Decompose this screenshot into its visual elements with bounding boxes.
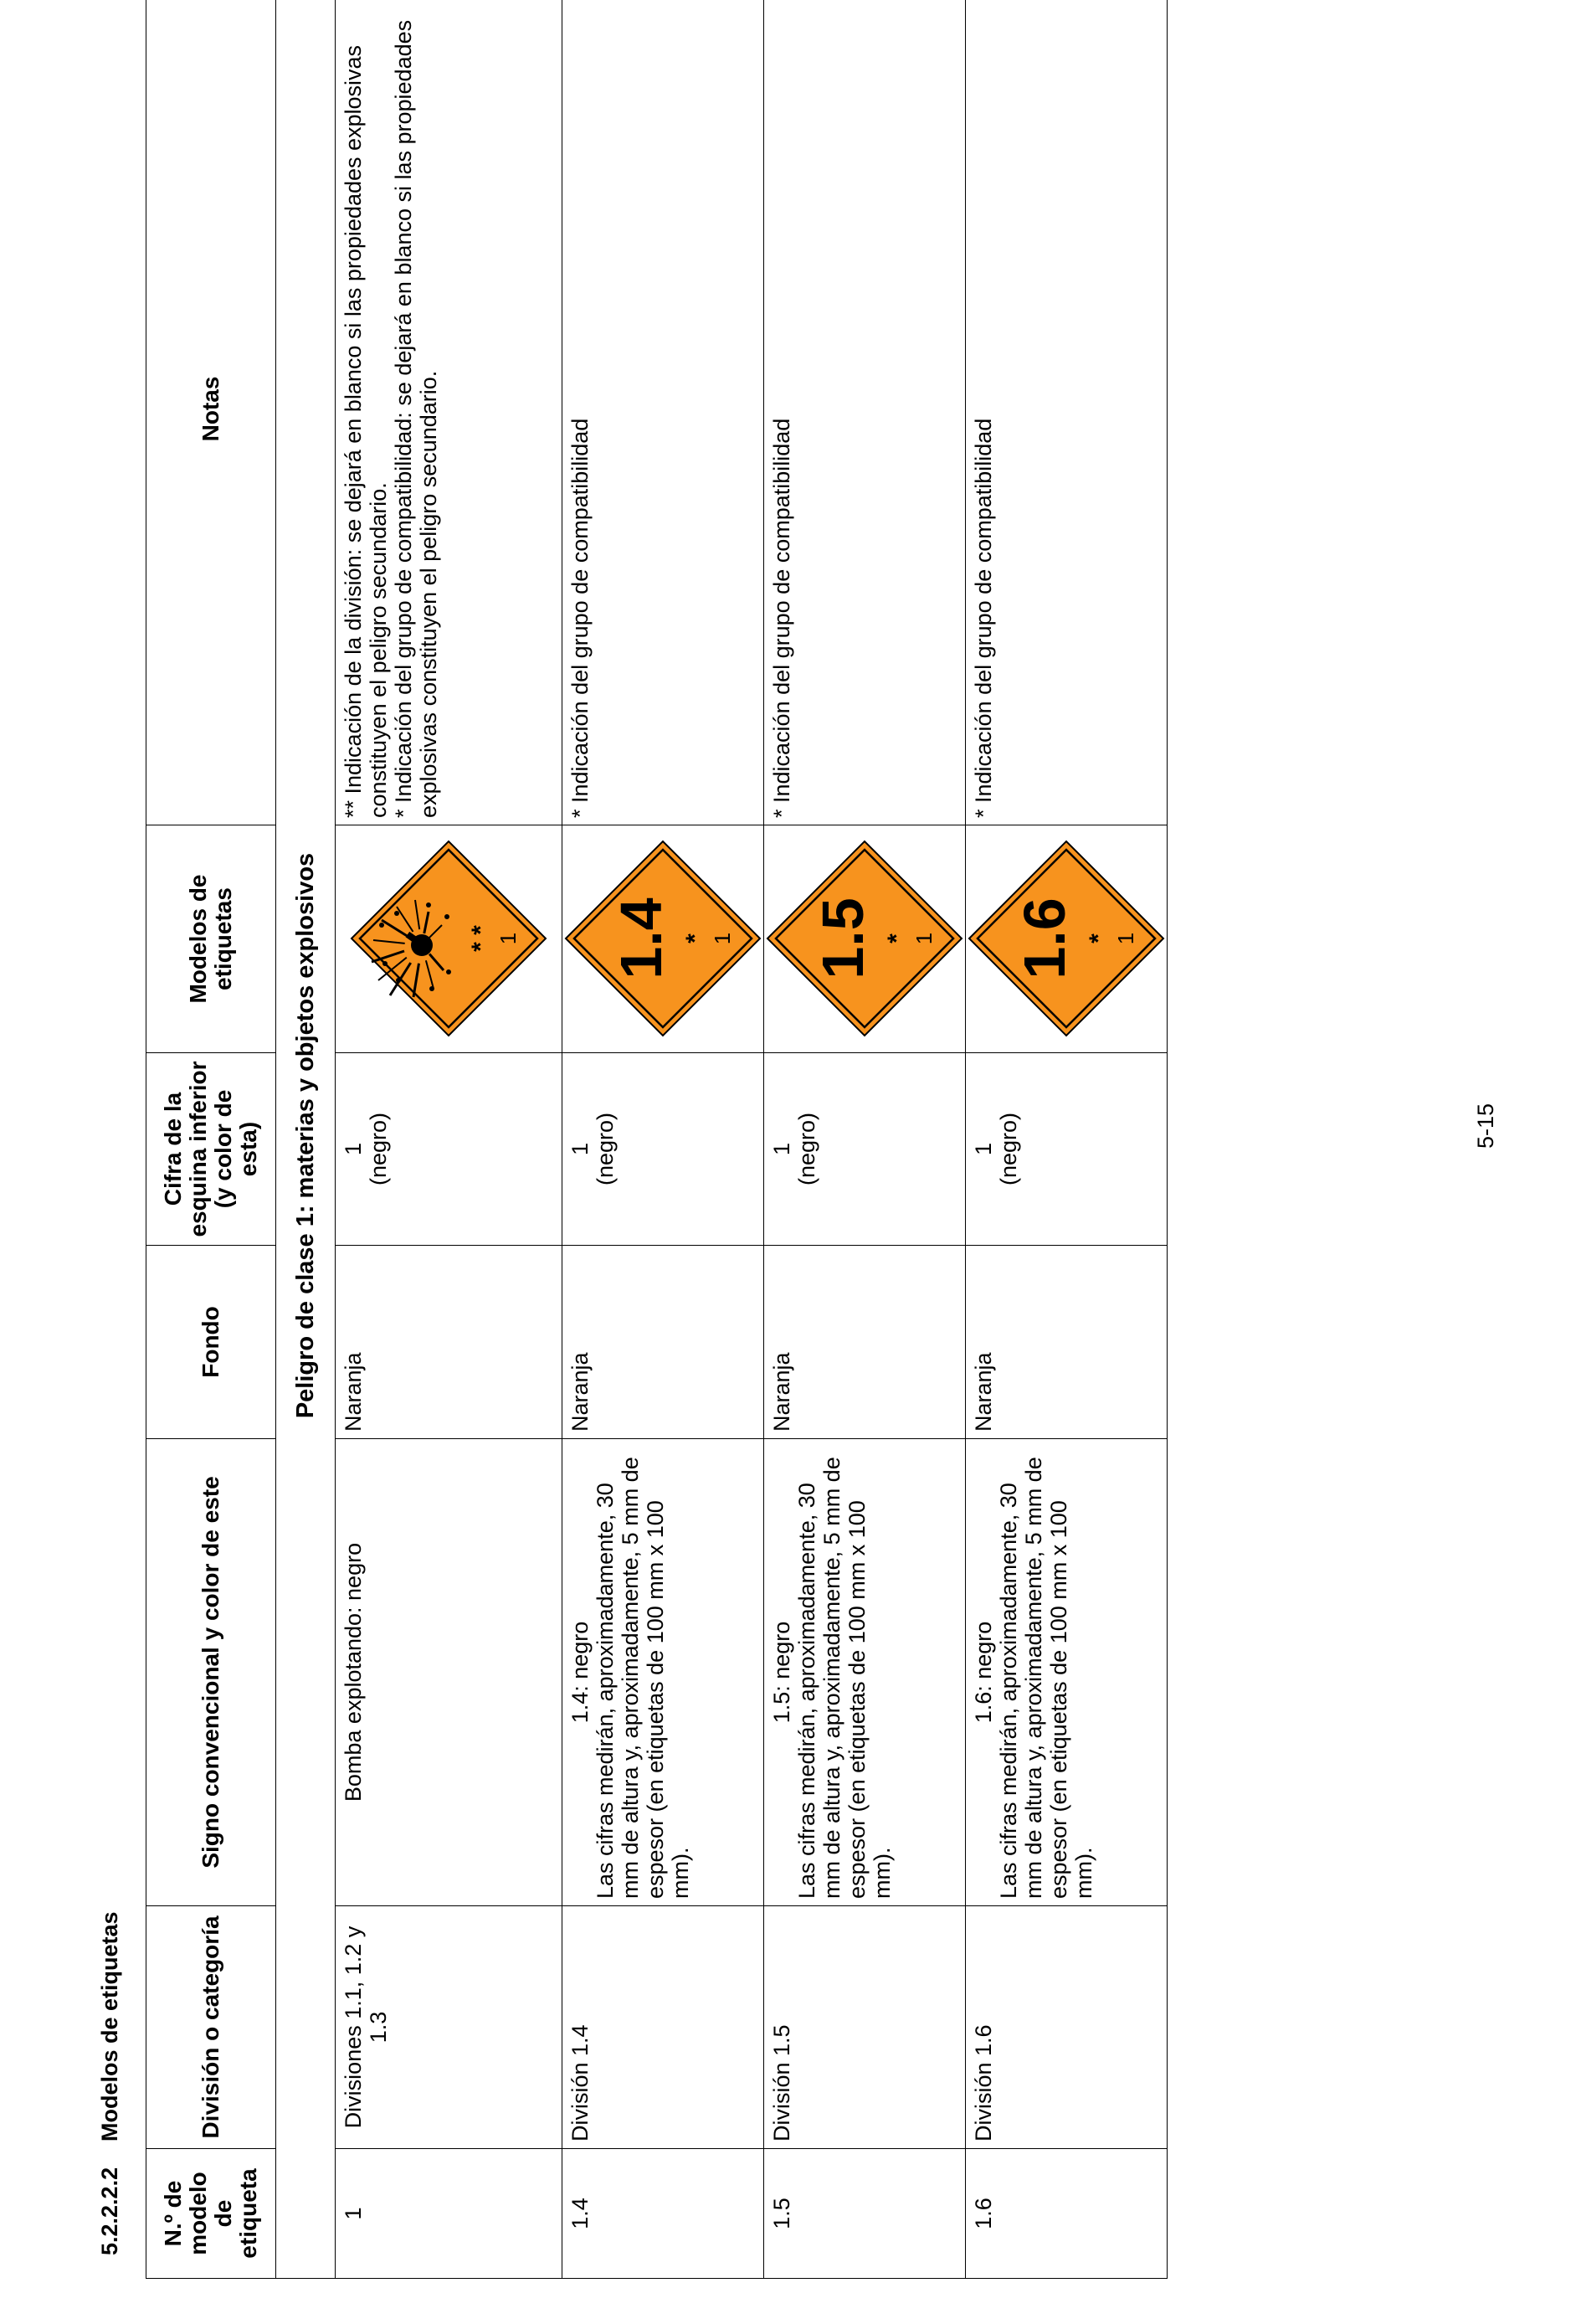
label-sample-cell [966, 825, 1168, 1053]
label-class-digit: 1 [911, 933, 937, 945]
table-row [764, 0, 966, 2279]
class-1-section-title: Peligro de clase 1: materias y objetos explosivos [276, 0, 336, 2279]
header-division: División o categoría [146, 1906, 276, 2149]
label-division-number: 1.4 [608, 897, 674, 980]
corner-cell [562, 1053, 764, 1246]
symbol-detail: Las cifras medirán, aproximadamente, 30 mm de altura y, aproximadamente, 5 mm de espesor (en etiquetas de 100 mm x 100 mm). [794, 1457, 895, 1899]
symbol-title: 1.5: negro [769, 1621, 794, 1724]
division-1-6-label-icon [966, 839, 1167, 1040]
note-line: * Indicación del grupo de compatibilidad [971, 418, 996, 818]
symbol-cell [562, 1439, 764, 1906]
label-compatibility-mark: * [883, 933, 911, 944]
symbol-cell [966, 1439, 1168, 1906]
symbol-detail: Las cifras medirán, aproximadamente, 30 mm de altura y, aproximadamente, 5 mm de espesor (en etiquetas de 100 mm x 100 mm). [996, 1457, 1096, 1899]
header-symbol: Signo convencional y color de este [146, 1439, 276, 1906]
label-sample-cell [562, 825, 764, 1053]
corner-digit: 1 [769, 1142, 794, 1156]
label-sample-cell [336, 825, 562, 1053]
symbol-cell [764, 1439, 966, 1906]
division-cell: División 1.4 [562, 1906, 764, 2149]
table-row [966, 0, 1168, 2279]
notes-cell [966, 0, 1168, 825]
symbol-title: Bomba explotando: negro [341, 1542, 366, 1802]
section-row [276, 0, 336, 2279]
corner-color: (negro) [593, 1112, 618, 1186]
page-number: 5-15 [1473, 1103, 1498, 1149]
table-row [562, 0, 764, 2279]
division-cell: Divisiones 1.1, 1.2 y 1.3 [336, 1906, 562, 2149]
label-class-digit: 1 [495, 933, 521, 945]
corner-cell [336, 1053, 562, 1246]
division-cell: División 1.6 [966, 1906, 1168, 2149]
corner-color: (negro) [366, 1112, 391, 1186]
label-sample-cell [764, 825, 966, 1053]
header-model: N.º de modelo de etiqueta [146, 2149, 276, 2279]
header-samples: Modelos de etiquetas [146, 825, 276, 1053]
table-row [336, 0, 562, 2279]
explosive-bomb-label-icon [348, 839, 549, 1040]
background-cell: Naranja [966, 1246, 1168, 1439]
model-number-cell: 1.4 [562, 2149, 764, 2279]
symbol-title: 1.6: negro [971, 1621, 996, 1724]
header-row [146, 0, 276, 2279]
background-cell: Naranja [764, 1246, 966, 1439]
corner-cell [764, 1053, 966, 1246]
symbol-cell [336, 1439, 562, 1906]
note-line: * Indicación del grupo de compatibilidad [769, 418, 794, 818]
corner-color: (negro) [794, 1112, 819, 1186]
note-line: ** Indicación de la división: se dejará en blanco si las propiedades explosivas constituyen el peligro secundario. [341, 44, 391, 818]
label-class-digit: 1 [1113, 933, 1138, 945]
label-division-number: 1.5 [810, 897, 875, 980]
model-number-cell: 1.6 [966, 2149, 1168, 2279]
header-notes: Notas [146, 0, 276, 825]
division-cell: División 1.5 [764, 1906, 966, 2149]
header-corner: Cifra de la esquina inferior (y color de esta) [146, 1053, 276, 1246]
label-division-number: 1.6 [1012, 897, 1077, 980]
notes-cell [562, 0, 764, 825]
division-1-5-label-icon [764, 839, 965, 1040]
division-1-4-label-icon [562, 839, 763, 1040]
section-number: 5.2.2.2.2 [97, 2167, 122, 2255]
corner-digit: 1 [567, 1142, 593, 1156]
note-line: * Indicación del grupo de compatibilidad: se dejará en blanco si las propiedades explosivas constituyen el peligro secundario. [391, 19, 441, 818]
notes-cell [336, 0, 562, 825]
corner-cell [966, 1053, 1168, 1246]
section-title: Modelos de etiquetas [97, 1911, 122, 2141]
background-cell: Naranja [336, 1246, 562, 1439]
label-compatibility-mark: * [681, 933, 709, 944]
background-cell: Naranja [562, 1246, 764, 1439]
label-compatibility-mark: * * [467, 925, 495, 953]
symbol-title: 1.4: negro [567, 1621, 593, 1724]
label-compatibility-mark: * [1085, 933, 1112, 944]
corner-digit: 1 [341, 1142, 366, 1156]
label-class-digit: 1 [710, 933, 735, 945]
notes-cell [764, 0, 966, 825]
corner-color: (negro) [996, 1112, 1021, 1186]
model-number-cell: 1 [336, 2149, 562, 2279]
model-number-cell: 1.5 [764, 2149, 966, 2279]
corner-digit: 1 [971, 1142, 996, 1156]
header-background: Fondo [146, 1246, 276, 1439]
symbol-detail: Las cifras medirán, aproximadamente, 30 mm de altura y, aproximadamente, 5 mm de espesor (en etiquetas de 100 mm x 100 mm). [593, 1457, 693, 1899]
note-line: * Indicación del grupo de compatibilidad [567, 418, 593, 818]
label-models-table [146, 0, 1168, 2279]
section-heading [97, 1911, 123, 2255]
